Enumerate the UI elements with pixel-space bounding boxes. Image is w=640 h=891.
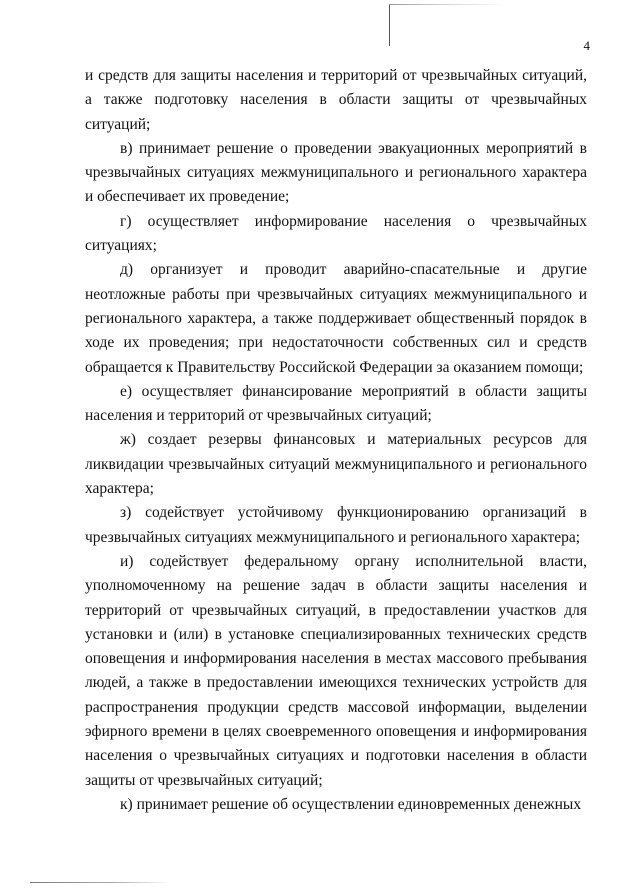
paragraph-item-v: в) принимает решение о проведении эвакуационных мероприятий в чрезвычайных ситуациях межмуниципального и регионального характера и обеспечивает их проведение; <box>85 139 587 206</box>
paragraph-item-z: з) содействует устойчивому функционированию организаций в чрезвычайных ситуациях межмуниципального и регионального характера; <box>85 504 587 546</box>
scan-margin-line <box>389 4 390 46</box>
paragraph-item-g: г) осуществляет информирование населения о чрезвычайных ситуациях; <box>85 212 587 255</box>
paragraph-item-k: к) принимает решение об осуществлении единовременных денежных <box>120 795 582 813</box>
paragraph-item-zh: ж) создает резервы финансовых и материальных ресурсов для ликвидации чрезвычайных ситуаций межмуниципального и регионального характера; <box>85 431 587 498</box>
paragraph-item-i: и) содействует федеральному органу исполнительной власти, уполномоченному на решение задач в области защиты населения и территорий от чрезвычайных ситуаций, в предоставлении участков для установки и (или) в установке специализированных технических средств оповещения и информирования населения в местах массового пребывания людей, а также в предоставлении имеющихся технических устройств для распространения продукции средств массовой информации, выделении эфирного времени в целях своевременного оповещения и информирования населения о чрезвычайных ситуациях и подготовки населения в области защиты от чрезвычайных ситуаций; <box>85 552 587 789</box>
paragraph-item-d: д) организует и проводит аварийно-спасательные и другие неотложные работы при чрезвычайных ситуациях межмуниципального и регионального характера, а также поддерживает общественный порядок в ходе их проведения; при недостаточности собственных сил и средств обращается к Правительству Российской Федерации за оказанием помощи; <box>85 261 587 376</box>
document-body <box>85 64 587 817</box>
page-number: 4 <box>583 38 590 53</box>
scan-top-mark <box>389 4 509 5</box>
paragraph-continuation: и средств для защиты населения и территорий от чрезвычайных ситуаций, а также подготовку населения в области защиты от чрезвычайных ситуаций; <box>85 67 587 133</box>
scan-bottom-mark <box>30 882 170 883</box>
paragraph-item-e: е) осуществляет финансирование мероприятий в области защиты населения и территорий от чрезвычайных ситуаций; <box>85 382 587 425</box>
